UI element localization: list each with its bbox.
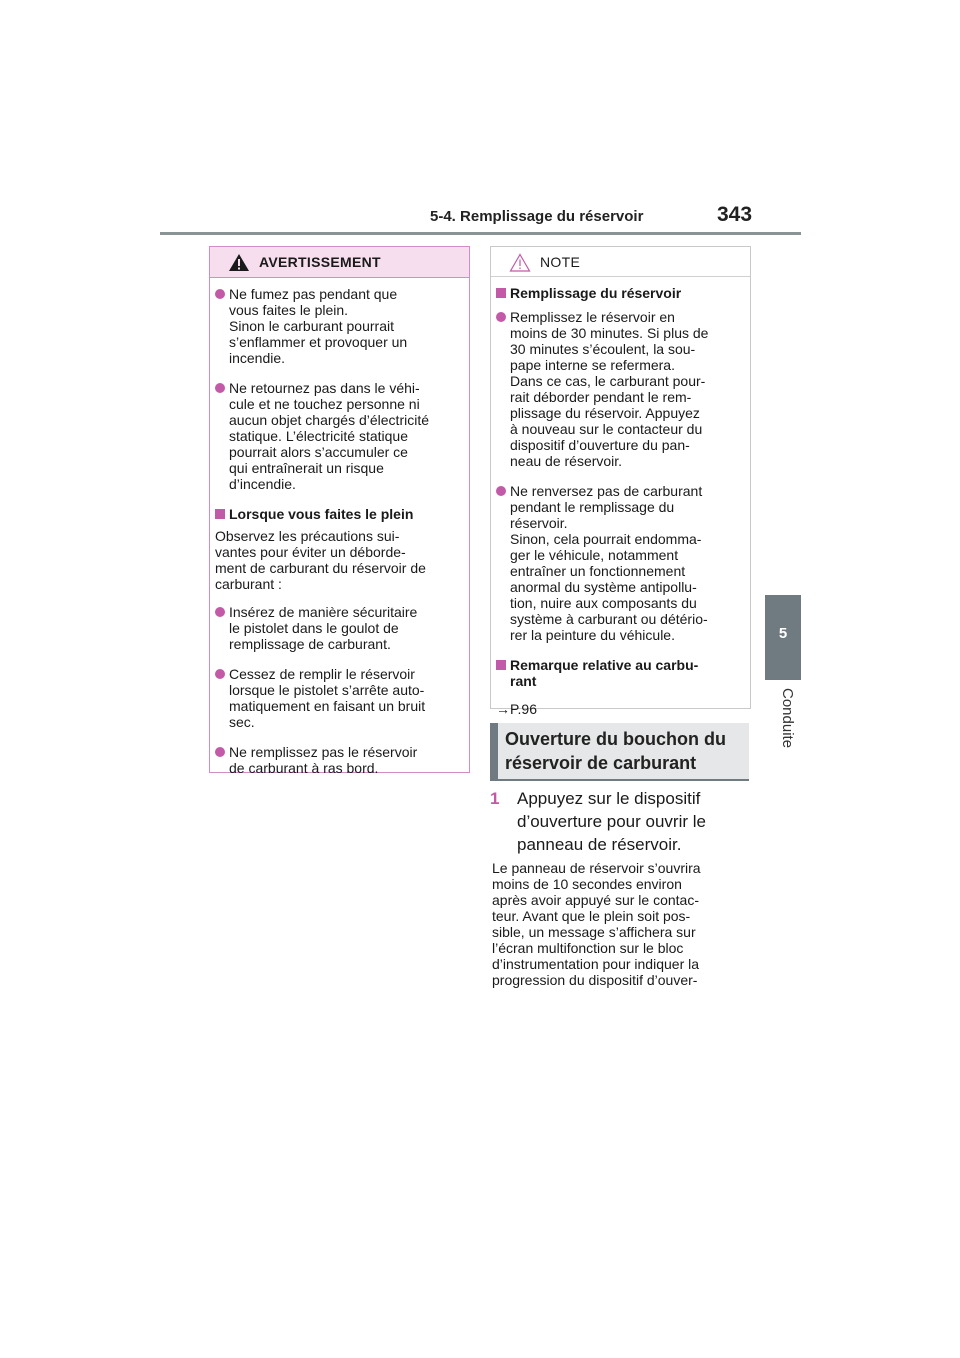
- warning-subheading: Lorsque vous faites le plein: [215, 506, 464, 522]
- section-heading-text: Ouverture du bouchon du réservoir de carburant: [505, 729, 726, 773]
- note-title: NOTE: [540, 254, 581, 270]
- warning-header: [210, 247, 469, 278]
- warning-title: AVERTISSEMENT: [259, 254, 381, 270]
- bullet-dot-icon: [496, 312, 506, 322]
- warning-triangle-icon: [228, 253, 250, 272]
- page-number: 343: [717, 203, 753, 226]
- square-bullet-icon: [215, 509, 225, 519]
- bullet-dot-icon: [215, 747, 225, 757]
- warning-bullet: Cessez de remplir le réservoir lorsque le pistolet s’arrête auto- matiquement en faisant un bruit sec.: [215, 666, 464, 730]
- bullet-dot-icon: [215, 607, 225, 617]
- warning-box: [209, 246, 470, 776]
- section-heading: [490, 723, 749, 779]
- note-header: [491, 247, 750, 277]
- page-reference: →P.96: [496, 701, 537, 717]
- chapter-label: Conduite: [779, 688, 796, 749]
- note-subheading: Remarque relative au carbu- rant: [496, 657, 745, 689]
- warning-bullet: Ne retournez pas dans le véhi- cule et ne touchez personne ni aucun objet chargés d’électricité statique. L’électricité statique pourrait alors s’accumuler ce qui entraînerait un risque d’incendie.: [215, 380, 464, 492]
- warning-intro: Observez les précautions sui- vantes pour éviter un déborde- ment de carburant du réservoir de carburant :: [215, 528, 426, 592]
- bullet-dot-icon: [215, 669, 225, 679]
- body-paragraph: Le panneau de réservoir s’ouvrira moins de 10 secondes environ après avoir appuyé sur le contac- teur. Avant que le plein soit pos- sible, un message s’affichera sur l’écran multifonction sur le bloc d’instrumentation pour indiquer la progression du dispositif d’ouver-: [492, 860, 701, 988]
- section-heading-bar: [490, 723, 498, 779]
- step-number: 1: [490, 789, 500, 808]
- note-bullet: Remplissez le réservoir en moins de 30 minutes. Si plus de 30 minutes s’écoulent, la sou- pape interne se refermera. Dans ce cas, le carburant pour- rait déborder pendant le rem- plissage du réservoir. Appuyez à nouveau sur le contacteur du dispositif d’ouverture du pan- neau de réservoir.: [496, 309, 745, 469]
- square-bullet-icon: [496, 288, 506, 298]
- warning-bullet: Insérez de manière sécuritaire le pistolet dans le goulot de remplissage de carburant.: [215, 604, 464, 652]
- caution-triangle-icon: [509, 253, 531, 272]
- bullet-dot-icon: [496, 486, 506, 496]
- warning-bullet: Ne remplissez pas le réservoir de carburant à ras bord.: [215, 744, 464, 776]
- note-box: [490, 246, 751, 717]
- note-bullet: Ne renversez pas de carburant pendant le remplissage du réservoir. Sinon, cela pourrait endomma- ger le véhicule, notamment entraîner un fonctionnement anormal du système antipollu- tion, nuire aux composants du système à carburant ou détério- rer la peinture du véhicule.: [496, 483, 745, 643]
- chapter-number: 5: [778, 625, 788, 642]
- bullet-dot-icon: [215, 383, 225, 393]
- square-bullet-icon: [496, 660, 506, 670]
- step-text: Appuyez sur le dispositif d’ouverture pour ouvrir le panneau de réservoir.: [517, 789, 706, 854]
- bullet-dot-icon: [215, 289, 225, 299]
- warning-bullet: Ne fumez pas pendant que vous faites le plein. Sinon le carburant pourrait s’enflammer et provoquer un incendie.: [215, 286, 464, 366]
- header-divider: [160, 232, 801, 235]
- note-subheading: Remplissage du réservoir: [496, 285, 745, 301]
- section-title: 5-4. Remplissage du réservoir: [430, 208, 644, 225]
- section-heading-rule: [490, 779, 749, 781]
